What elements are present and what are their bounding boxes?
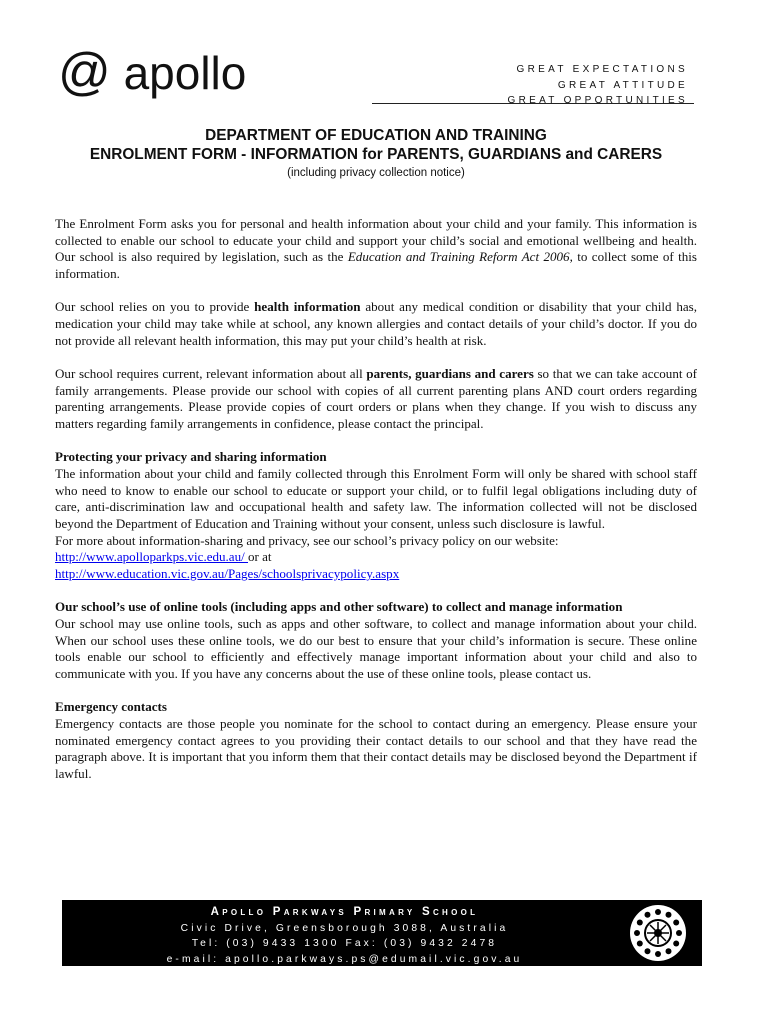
- school-name: Apollo Parkways Primary School: [210, 906, 479, 918]
- document-title-block: [55, 126, 697, 181]
- tagline-line: GREAT EXPECTATIONS: [516, 64, 688, 75]
- health-emphasis: health information: [254, 299, 361, 315]
- online-tools-section: [55, 599, 697, 683]
- emergency-heading: Emergency contacts: [55, 699, 167, 715]
- legislation-name: Education and Training Reform Act 2006,: [347, 249, 573, 265]
- logo-at-symbol: @: [58, 43, 111, 101]
- form-title: ENROLMENT FORM - INFORMATION for PARENTS, GUARDIANS and CARERS: [89, 146, 663, 163]
- school-email: e-mail: apollo.parkways.ps@edumail.vic.gov.au: [166, 953, 523, 965]
- school-contact-footer: [62, 900, 702, 966]
- privacy-more: For more about information-sharing and privacy, see our school’s privacy policy on our website:: [55, 532, 559, 548]
- online-tools-heading: Our school’s use of online tools (including apps and other software) to collect and manage information: [55, 599, 623, 615]
- parents-emphasis: parents, guardians and carers: [366, 365, 534, 381]
- form-subtitle: (including privacy collection notice): [287, 167, 465, 179]
- health-text-end: about any medical condition or disability that your child has, medication your child may take while at school, any known allergies and contact details of your child’s doctor. If you do not provide all relevant health information, this may put your child’s health at risk.: [55, 299, 697, 348]
- school-website-link[interactable]: http://www.apolloparkps.vic.edu.au/: [55, 549, 249, 565]
- online-tools-body: Our school may use online tools, such as apps and other software, to collect and manage information about your child. When our school uses these online tools, we do our best to ensure that your child’s information is secure. These online tools enable our school to efficiently and effectively manage important information about your child and also to communicate with you. If you have any concerns about the use of these online tools, please contact us.: [55, 616, 697, 682]
- emergency-body: Emergency contacts are those people you nominate for the school to contact during an emergency. Please ensure your nominated emergency contact agrees to you providing their contact details to our school and that they have read the paragraph above. It is important that you inform them that their contact details may be disclosed beyond the Department if lawful.: [55, 716, 697, 782]
- school-address: Civic Drive, Greensborough 3088, Australia: [180, 922, 509, 934]
- health-text: Our school relies on you to provide: [55, 299, 255, 315]
- privacy-section: [55, 449, 697, 583]
- document-body: [55, 216, 697, 799]
- tagline-line: GREAT OPPORTUNITIES: [507, 95, 688, 106]
- logo-text: apollo: [123, 47, 247, 99]
- parents-text: Our school requires current, relevant information about all: [55, 365, 367, 381]
- department-privacy-link[interactable]: http://www.education.vic.gov.au/Pages/schoolsprivacypolicy.aspx: [55, 566, 400, 582]
- apollo-logo: [58, 44, 246, 101]
- department-title: DEPARTMENT OF EDUCATION AND TRAINING: [205, 127, 547, 144]
- health-paragraph: [55, 299, 697, 349]
- parents-paragraph: [55, 366, 697, 433]
- intro-paragraph: [55, 216, 697, 283]
- tagline-line: GREAT ATTITUDE: [557, 79, 688, 91]
- school-phone-fax: Tel: (03) 9433 1300 Fax: (03) 9432 2478: [191, 938, 498, 949]
- header-divider: [372, 103, 694, 104]
- parents-text-end: so that we can take account of family arrangements. Please provide our school with copies of all current parenting plans AND court orders regarding parenting arrangements. Please provide copies of court orders or plans when they change. If you wish to discuss any matters regarding family arrangements in confidence, please contact the principal.: [55, 365, 697, 432]
- emergency-section: [55, 699, 697, 783]
- school-tagline: [508, 62, 689, 109]
- privacy-heading: Protecting your privacy and sharing information: [55, 449, 327, 465]
- intro-text-end: to collect some of this information.: [55, 249, 697, 282]
- link-connector: or at: [248, 549, 272, 565]
- intro-text: The Enrolment Form asks you for personal and health information about your child and your family. This information is collected to enable our school to educate your child and support your child’s social and emotional wellbeing and health. Our school is also required by legislation, such as the: [55, 216, 697, 265]
- school-emblem-icon: [628, 903, 688, 963]
- privacy-body: The information about your child and family collected through this Enrolment Form will only be shared with school staff who need to know to enable our school to educate or support your child, or to fulfil legal obligations including duty of care, anti-discrimination law and occupational health and safety law. The information collected will not be disclosed beyond the Department of Education and Training without your consent, unless such disclosure is lawful.: [55, 465, 697, 532]
